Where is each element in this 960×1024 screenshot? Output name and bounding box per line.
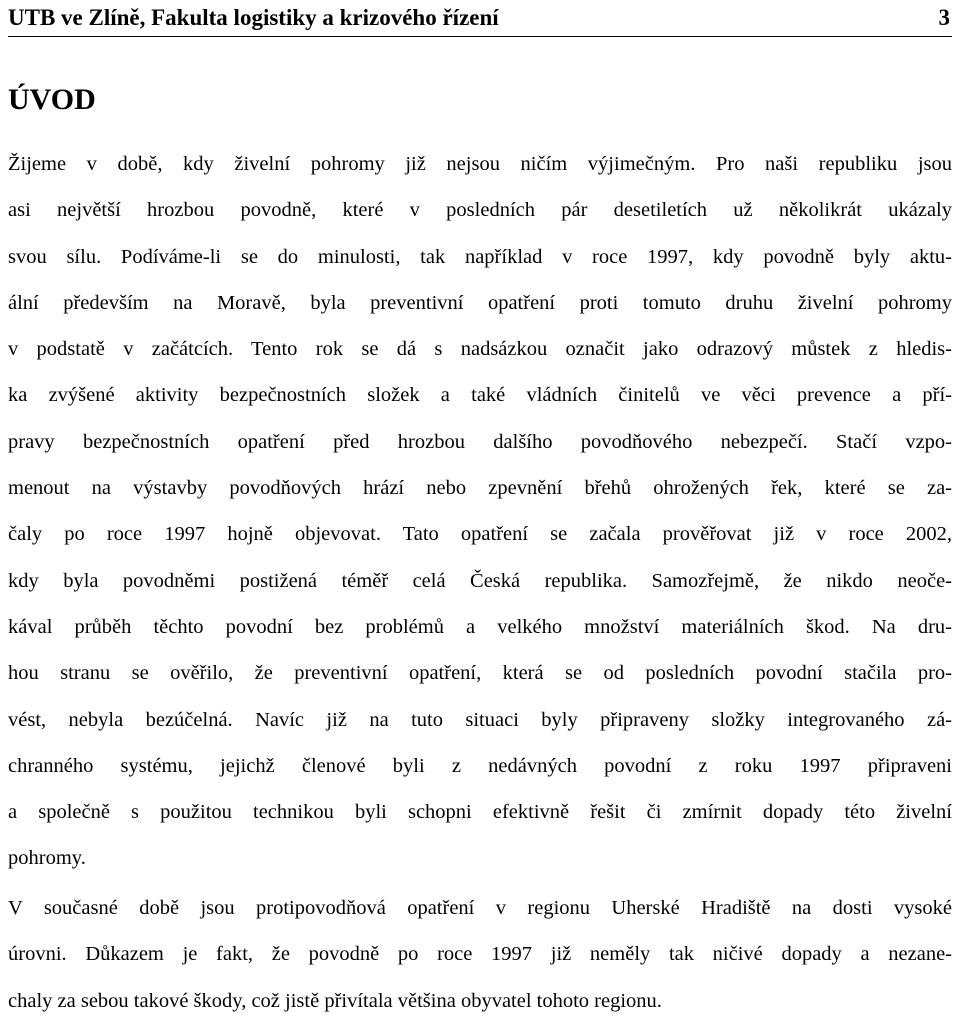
paragraph-region [8, 885, 952, 1024]
text-line: chaly za sebou takové škody, což jistě přivítala většina obyvatel tohoto regionu. [8, 989, 662, 1012]
text-line: Žijeme v době, kdy živelní pohromy již nejsou ničím výjimečným. Pro naši republiku jsou [8, 153, 952, 175]
text-line: kdy byla povodněmi postižená téměř celá Česká republika. Samozřejmě, že nikdo neoče- [8, 569, 952, 592]
text-line: chranného systému, jejichž členové byli z nedávných povodní z roku 1997 připraveni [8, 754, 952, 777]
text-line: V současné době jsou protipovodňová opatření v regionu Uherské Hradiště na dosti vysoké [8, 897, 952, 919]
text-line: ka zvýšené aktivity bezpečnostních složek a také vládních činitelů ve věci prevence a pří- [8, 384, 952, 407]
text-line: a společně s použitou technikou byli schopni efektivně řešit či zmírnit dopady této živelní [8, 801, 952, 824]
document-page [8, 0, 952, 1014]
text-line: hou stranu se ověřilo, že preventivní opatření, která se od posledních povodní stačila pro- [8, 662, 952, 685]
section-heading: ÚVOD [8, 83, 96, 116]
text-line: pohromy. [8, 847, 86, 870]
text-line: ální především na Moravě, byla preventivní opatření proti tomuto druhu živelní pohromy [8, 291, 952, 314]
text-line: čaly po roce 1997 hojně objevovat. Tato opatření se začala prověřovat již v roce 2002, [8, 523, 952, 546]
text-line: úrovni. Důkazem je fakt, že povodně po roce 1997 již neměly tak ničivé dopady a nezane- [8, 943, 952, 966]
text-line: asi největší hrozbou povodně, které v posledních pár desetiletích už několikrát ukázaly [8, 199, 952, 222]
text-line: v podstatě v začátcích. Tento rok se dá s nadsázkou označit jako odrazový můstek z hledis- [8, 338, 952, 361]
header-title: UTB ve Zlíně, Fakulta logistiky a krizového řízení [8, 5, 499, 30]
text-line: menout na výstavby povodňových hrází nebo zpevnění břehů ohrožených řek, které se za- [8, 477, 952, 500]
paragraph-intro [8, 141, 952, 882]
running-header [8, 0, 952, 37]
text-line: svou sílu. Podíváme-li se do minulosti, tak například v roce 1997, kdy povodně byly aktu- [8, 245, 952, 268]
text-line: vést, nebyla bezúčelná. Navíc již na tuto situaci byly připraveny složky integrovaného zá- [8, 708, 952, 731]
text-line: kával průběh těchto povodní bez problémů a velkého množství materiálních škod. Na dru- [8, 615, 952, 638]
text-line: pravy bezpečnostních opatření před hrozbou dalšího povodňového nebezpečí. Stačí vzpo- [8, 430, 952, 453]
page-number: 3 [938, 5, 950, 30]
